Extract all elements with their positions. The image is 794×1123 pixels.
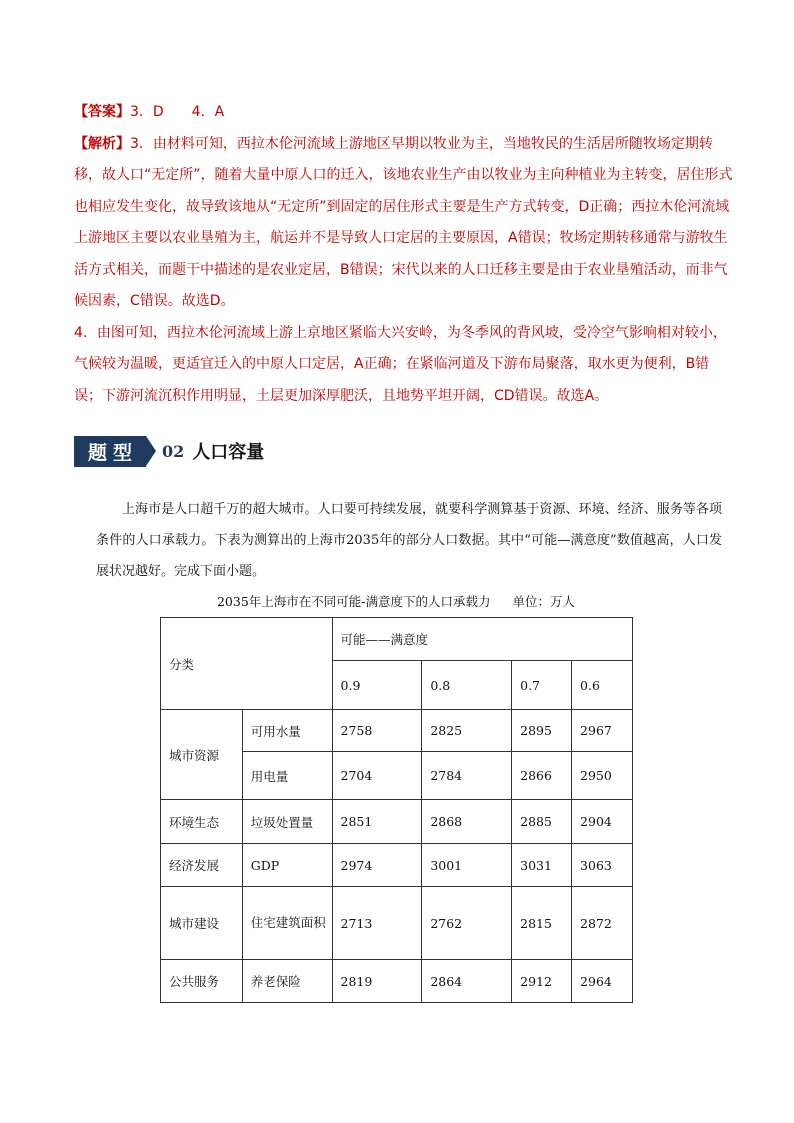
- table-caption: [160, 592, 632, 610]
- value-cell: 2872: [572, 887, 633, 960]
- intro-text: 上海市是人口超千万的超大城市。人口要可持续发展，就要科学测算基于资源、环境、经济、服务等各项条件的人口承载力。下表为测算出的上海市2035年的部分人口数据。其中“可能—满意度”数值越高，人口发展状况越好。完成下面小题。: [96, 502, 722, 579]
- level-header: 0.7: [512, 661, 572, 710]
- analysis-q3: [74, 129, 734, 318]
- group-cell: 经济发展: [161, 844, 243, 887]
- value-cell: 2819: [332, 960, 422, 1003]
- value-cell: 2851: [332, 800, 422, 844]
- value-cell: 2815: [512, 887, 572, 960]
- badge-arrow-icon: [146, 436, 156, 466]
- value-cell: 2704: [332, 752, 422, 800]
- group-cell: 环境生态: [161, 800, 243, 844]
- level-header: 0.6: [572, 661, 633, 710]
- value-cell: 2866: [512, 752, 572, 800]
- item-cell: 用电量: [242, 752, 332, 800]
- table-row: [161, 960, 633, 1003]
- table-caption-text: 2035年上海市在不同可能-满意度下的人口承载力: [216, 594, 491, 609]
- item-cell: 养老保险: [242, 960, 332, 1003]
- value-cell: 2895: [512, 710, 572, 752]
- group-cell: 公共服务: [161, 960, 243, 1003]
- section-header: [74, 434, 264, 468]
- header-category: 分类: [161, 618, 333, 710]
- value-cell: 2974: [332, 844, 422, 887]
- value-cell: 3063: [572, 844, 633, 887]
- analysis-q3-text: 3．由材料可知，西拉木伦河流域上游地区早期以牧业为主，当地牧民的生活居所随牧场定期转移，故人口“无定所”，随着大量中原人口的迁入，该地农业生产由以牧业为主向种植业为主转变，居住形式也相应发生变化，故导致该地从“无定所”到固定的居住形式主要是生产方式转变，D正确；西拉木伦河流域上游地区主要以农业垦殖为主，航运并不是导致人口定居的主要原因，A错误；牧场定期转移通常与游牧生活方式相关，而题干中描述的是农业定居，B错误；宋代以来的人口迁移主要是由于农业垦殖活动，而非气候因素，C错误。故选D。: [74, 135, 733, 309]
- section-title: 人口容量: [192, 442, 265, 463]
- item-cell: GDP: [242, 844, 332, 887]
- value-cell: 2784: [422, 752, 512, 800]
- level-header: 0.9: [332, 661, 422, 710]
- value-cell: 2885: [512, 800, 572, 844]
- value-cell: 2967: [572, 710, 633, 752]
- value-cell: 2964: [572, 960, 633, 1003]
- section-number: 02: [162, 441, 185, 461]
- value-cell: 2713: [332, 887, 422, 960]
- population-capacity-table: [160, 617, 633, 1003]
- value-cell: 2912: [512, 960, 572, 1003]
- table-unit: 单位：万人: [512, 594, 576, 609]
- header-level: 可能——满意度: [332, 618, 632, 661]
- table-row: [161, 887, 633, 960]
- table-row: [161, 844, 633, 887]
- analysis-tag: 【解析】: [74, 135, 130, 152]
- answer-tag: 【答案】: [74, 104, 130, 120]
- answer-value: 3．D 4．A: [130, 104, 225, 120]
- answer-line: [74, 97, 734, 129]
- value-cell: 2950: [572, 752, 633, 800]
- group-cell: 城市建设: [161, 887, 243, 960]
- value-cell: 2825: [422, 710, 512, 752]
- value-cell: 2904: [572, 800, 633, 844]
- value-cell: 3001: [422, 844, 512, 887]
- group-cell: 城市资源: [161, 710, 243, 800]
- analysis-q4: 4．由图可知，西拉木伦河流域上游上京地区紧临大兴安岭，为冬季风的背风坡，受冷空气影响相对较小，气候较为温暖，更适宜迁入的中原人口定居，A正确；在紧临河道及下游布局聚落，取水更为便利，B错误；下游河流沉积作用明显，土层更加深厚肥沃，且地势平坦开阔，CD错误。故选A。: [74, 324, 727, 404]
- value-cell: 2868: [422, 800, 512, 844]
- section-badge: 题型: [74, 436, 146, 467]
- value-cell: 3031: [512, 844, 572, 887]
- question-intro: [96, 494, 722, 587]
- answer-analysis-block: [74, 97, 734, 412]
- level-header: 0.8: [422, 661, 512, 710]
- table-row: [161, 800, 633, 844]
- table-row: [161, 710, 633, 752]
- value-cell: 2864: [422, 960, 512, 1003]
- item-cell: 可用水量: [242, 710, 332, 752]
- value-cell: 2758: [332, 710, 422, 752]
- item-cell: 垃圾处置量: [242, 800, 332, 844]
- value-cell: 2762: [422, 887, 512, 960]
- item-cell: 住宅建筑面积: [242, 887, 332, 960]
